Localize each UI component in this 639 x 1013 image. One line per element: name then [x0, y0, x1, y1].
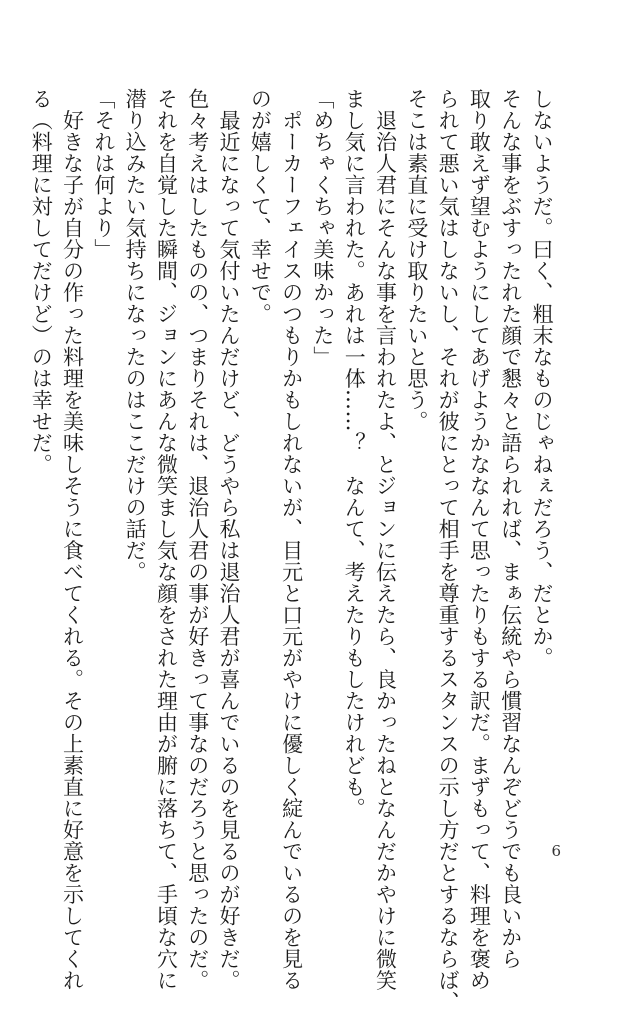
text-line: しないようだ。曰く、粗末なものじゃねぇだろう、だとか。 [530, 88, 554, 669]
text-line: 「めちゃくちゃ美味かった」 [310, 88, 335, 368]
text-line: られて悪い気はしないし、それが彼にとって相手を尊重するスタンスの示し方だとするならば、 [436, 88, 461, 1013]
text-line: ポーカーフェイスのつもりかもしれないが、目元と口元がやけに優しく綻んでいるのを見る [279, 88, 304, 991]
text-line: そんな事をぶすったれた顔で懇々と語られれば、まぁ伝統やら慣習なんぞどうでも良いから [498, 88, 523, 970]
text-line: 「それは何より」 [91, 88, 116, 260]
text-line: 潜り込みたい気持ちになったのはここだけの話だ。 [123, 88, 148, 583]
vertical-text-body [25, 88, 557, 1013]
text-line: 取り敢えず望むようにしてあげようかななんて思ったりもする訳だ。まずもって、料理を褒め [467, 88, 492, 991]
text-line: る（料理に対してだけど）のは幸せだ。 [29, 88, 54, 475]
text-line: それを自覚した瞬間、ジョンにあんな微笑まし気な顔をされた理由が腑に落ちて、手頃な穴に [154, 88, 179, 991]
text-line: 好きな子が自分の作った料理を美味しそうに食べてくれる。その上素直に好意を示してくれ [60, 88, 85, 991]
text-line: まし気に言われた。あれは一体……？ なんて、考えたりもしたけれども。 [342, 88, 367, 819]
text-line: 色々考えはしたものの、つまりそれは、退治人君の事が好きって事なのだろうと思ったのだ。 [185, 88, 210, 991]
text-line: のが嬉しくて、幸せで。 [248, 88, 273, 325]
text-line: 最近になって気付いたんだけど、どうやら私は退治人君が喜んでいるのを見るのが好きだ。 [217, 88, 242, 991]
text-line: そこは素直に受け取りたいと思う。 [404, 88, 429, 432]
page-number: 6 [551, 842, 561, 860]
text-line: 退治人君にそんな事を言われたよ、とジョンに伝えたら、良かったねとなんだかやけに微笑 [373, 88, 398, 991]
